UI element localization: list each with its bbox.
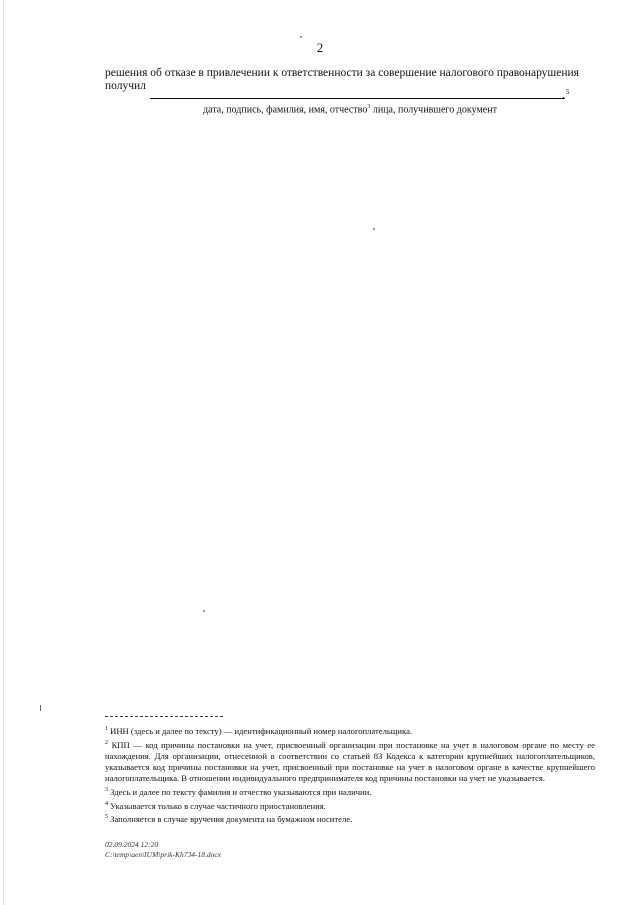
footnote-3 xyxy=(105,785,595,798)
signature-footnote-mark: 5 xyxy=(566,88,570,96)
footnote-mark: 2 xyxy=(105,739,108,746)
page-number: 2 xyxy=(316,40,324,55)
footnote-text: Заполняется в случае вручения документа на бумажном носителе. xyxy=(108,814,353,825)
footnote-mark: 3 xyxy=(105,786,108,793)
footnote-4 xyxy=(105,799,595,812)
footnote-separator xyxy=(105,716,223,717)
footnote-mark: 4 xyxy=(105,800,108,807)
footnote-1 xyxy=(105,724,595,737)
scan-mark xyxy=(40,705,41,711)
file-stamp xyxy=(105,840,221,860)
footnote-mark: 5 xyxy=(105,814,108,821)
scan-edge xyxy=(3,0,4,905)
caption-text-after: лица, получившего документ xyxy=(370,104,497,116)
scan-speck xyxy=(300,36,302,38)
scan-speck xyxy=(203,610,205,612)
footnote-mark: 1 xyxy=(105,726,108,732)
main-text: решения об отказе в привлечении к ответственности за совершение налогового правонарушения xyxy=(105,67,579,79)
caption-text-before: дата, подпись, фамилия, имя, отчество xyxy=(203,104,368,116)
stamp-datetime: 02.09.2024 12:20 xyxy=(105,840,159,849)
received-label: получил xyxy=(105,80,146,92)
footnote-5 xyxy=(105,812,595,825)
signature-line xyxy=(150,97,565,99)
footnote-text: Указывается только в случае частичного приостановления. xyxy=(108,800,326,811)
signature-punct: , xyxy=(562,89,565,101)
scan-speck xyxy=(373,228,375,230)
signature-caption xyxy=(105,104,595,115)
footnotes xyxy=(105,724,595,826)
footnote-text: Здесь и далее по тексту фамилия и отчество указываются при наличии. xyxy=(108,786,372,797)
footnote-2 xyxy=(105,738,595,785)
stamp-filepath: C:\temp\aen\IUM\prik-Kh734-18.docx xyxy=(105,850,222,859)
footnote-text: КПП — код причины постановки на учет, присвоенный организации при постановке на учет в налоговом органе по месту ее нахождения. Для организации, отнесенной в соответствии со статьей 83 Кодекса к категории крупнейших налогоплательщиков, указывается код причины постановки на учет, присвоенный при постановке на учет в налоговом органе в качестве крупнейшего налогоплательщика. В отношении индивидуального предпринимателя код причины постановки на учет не указывается. xyxy=(105,739,595,784)
footnote-text: ИНН (здесь и далее по тексту) — идентификационный номер налогоплательщика. xyxy=(108,725,413,736)
caption-footnote-mark: 3 xyxy=(367,104,371,110)
